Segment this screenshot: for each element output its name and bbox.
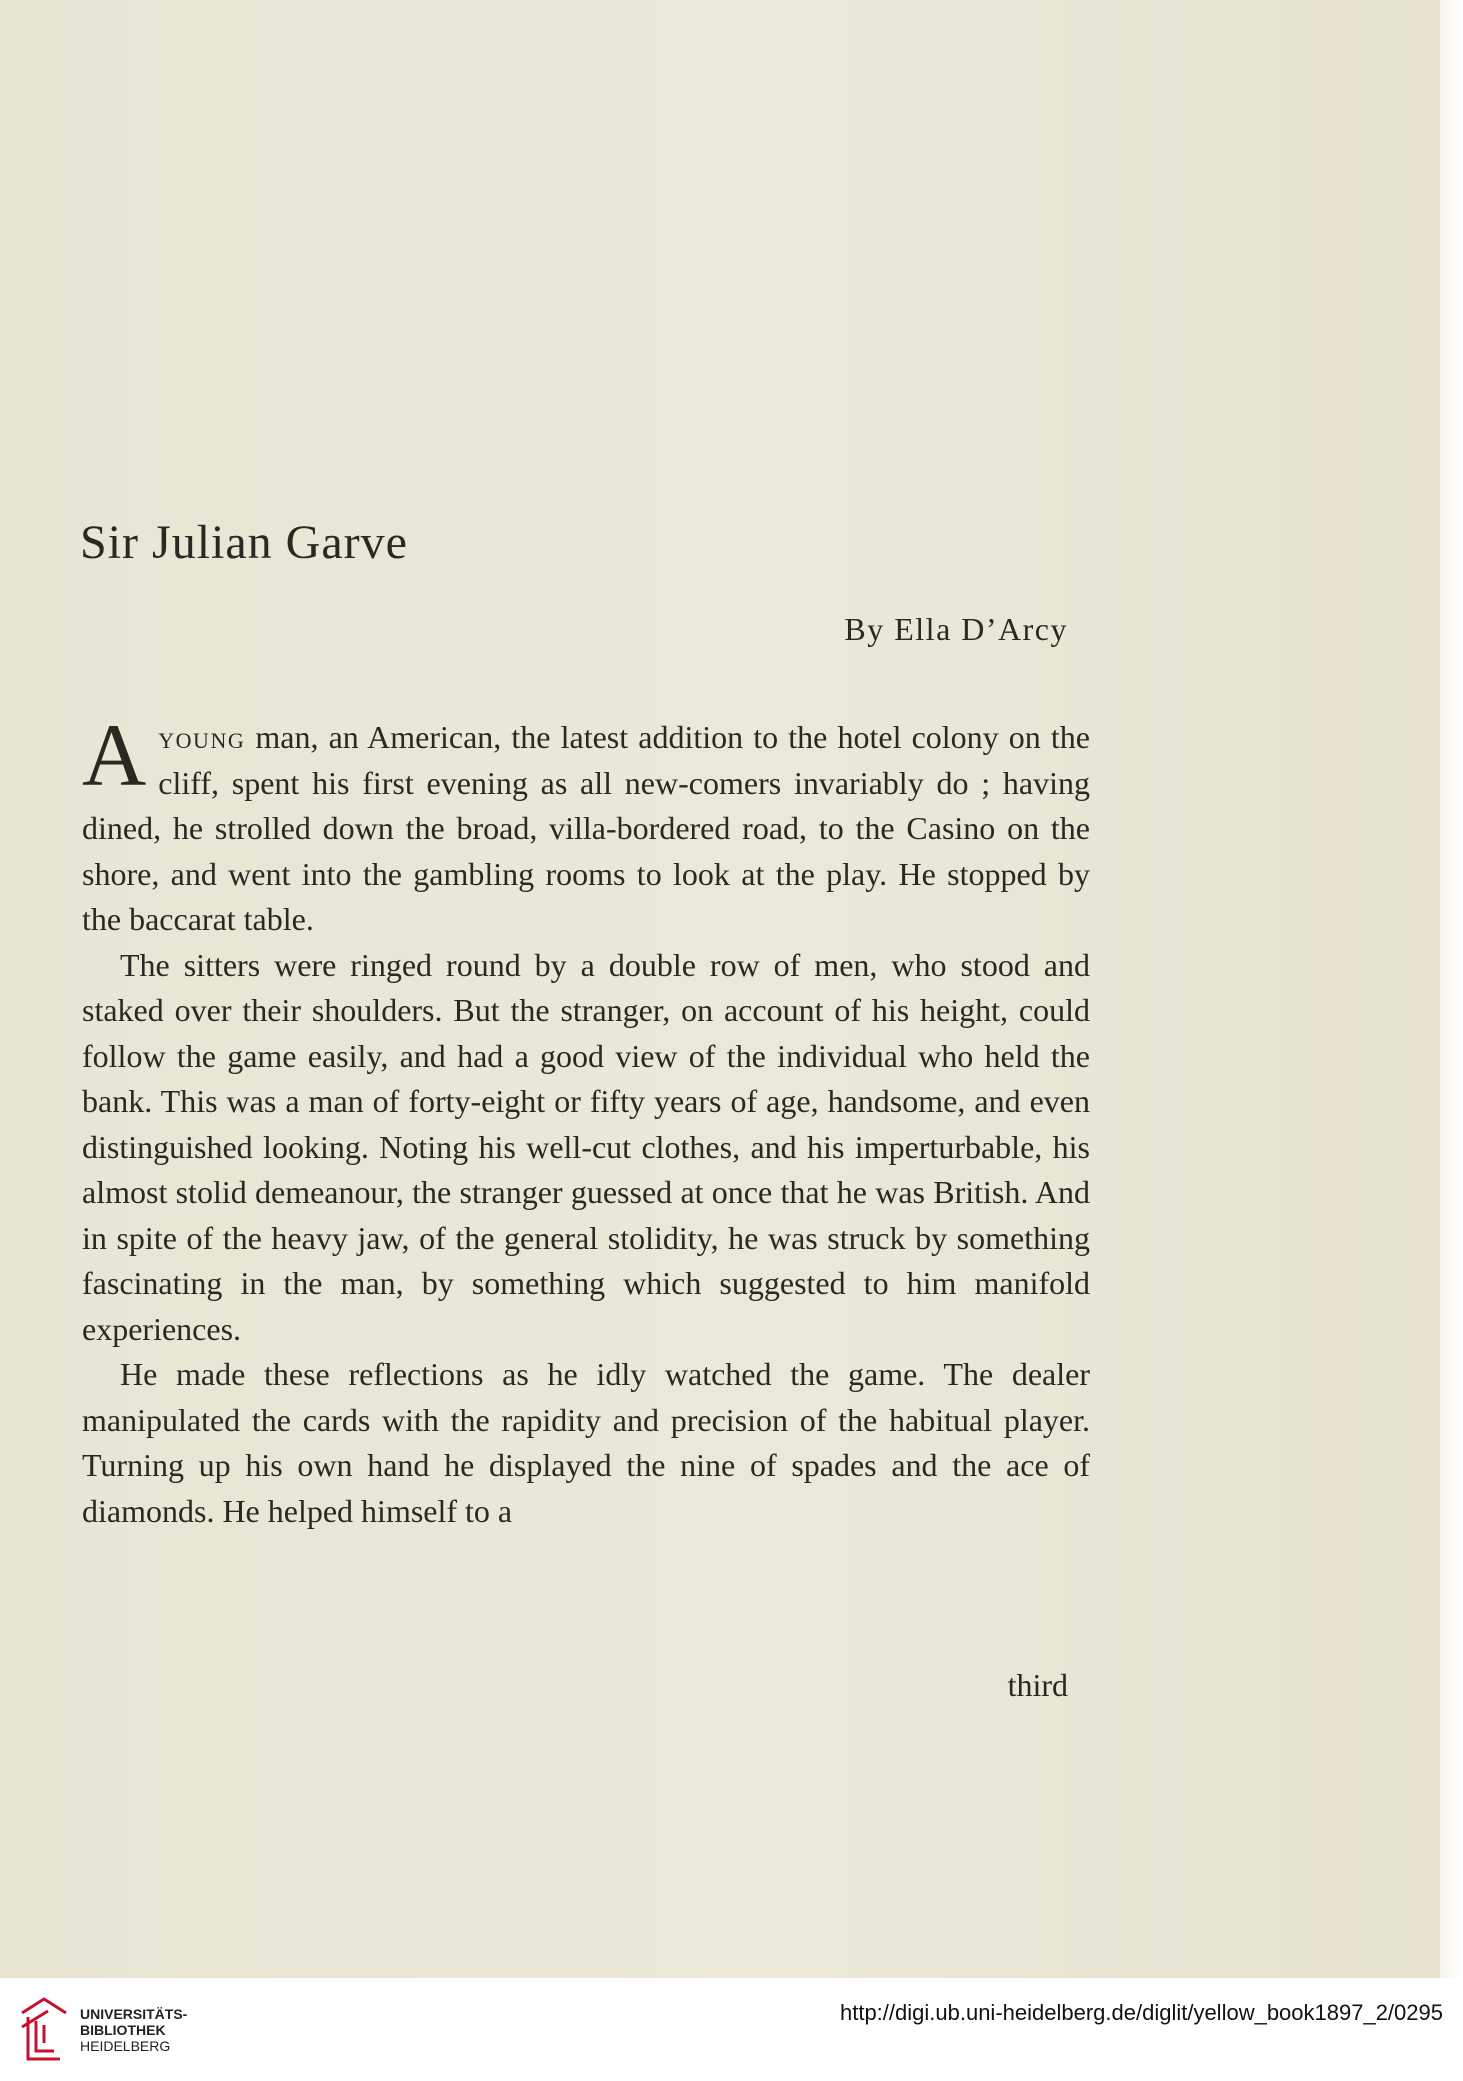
paragraph-2: The sitters were ringed round by a double row of men, who stood and staked over their shoulders. But the stranger, on account of his height, could follow the game easily, and had a good view of the individual who held the bank. This was a man of forty-eight or fifty years of age, handsome, and even distinguished looking. Noting his well-cut clothes, and his imperturbable, his almost stolid demeanour, the stranger guessed at once that he was British. And in spite of the heavy jaw, of the general stolidity, he was struck by something fascinating in the man, by something which suggested to him manifold experiences. bbox=[82, 946, 1090, 1347]
story-body bbox=[82, 707, 1090, 1534]
small-caps-opening: young bbox=[158, 719, 246, 755]
paragraph-1-text: man, an American, the latest addition to the hotel colony on the cliff, spent his first evening as all new-comers invariably do ; having dined, he strolled down the broad, villa-bordered road, to the Casino on the shore, and went into the gambling rooms to look at the play. He stopped by the baccarat table. bbox=[82, 719, 1090, 937]
digitization-footer bbox=[0, 1978, 1463, 2081]
library-name bbox=[80, 2006, 187, 2054]
library-name-line-1: UNIVERSITÄTS- bbox=[80, 2006, 188, 2022]
library-name-line-2: BIBLIOTHEK bbox=[80, 2022, 166, 2038]
story-title: Sir Julian Garve bbox=[80, 516, 408, 569]
catchword: third bbox=[1007, 1667, 1068, 1703]
page-edge bbox=[1440, 0, 1463, 1978]
author-byline: By Ella D’Arcy bbox=[844, 611, 1068, 647]
library-logo-icon bbox=[18, 1993, 70, 2065]
source-url-link[interactable]: http://digi.ub.uni-heidelberg.de/diglit/yellow_book1897_2/0295 bbox=[839, 2000, 1443, 2025]
paragraph-3: He made these reflections as he idly watched the game. The dealer manipulated the cards with the rapidity and precision of the habitual player. Turning up his own hand he displayed the nine of spades and the ace of diamonds. He helped himself to a bbox=[82, 1356, 1090, 1529]
drop-cap: A bbox=[82, 707, 147, 805]
paragraph-1 bbox=[82, 707, 1090, 943]
library-name-line-3: HEIDELBERG bbox=[80, 2038, 171, 2054]
